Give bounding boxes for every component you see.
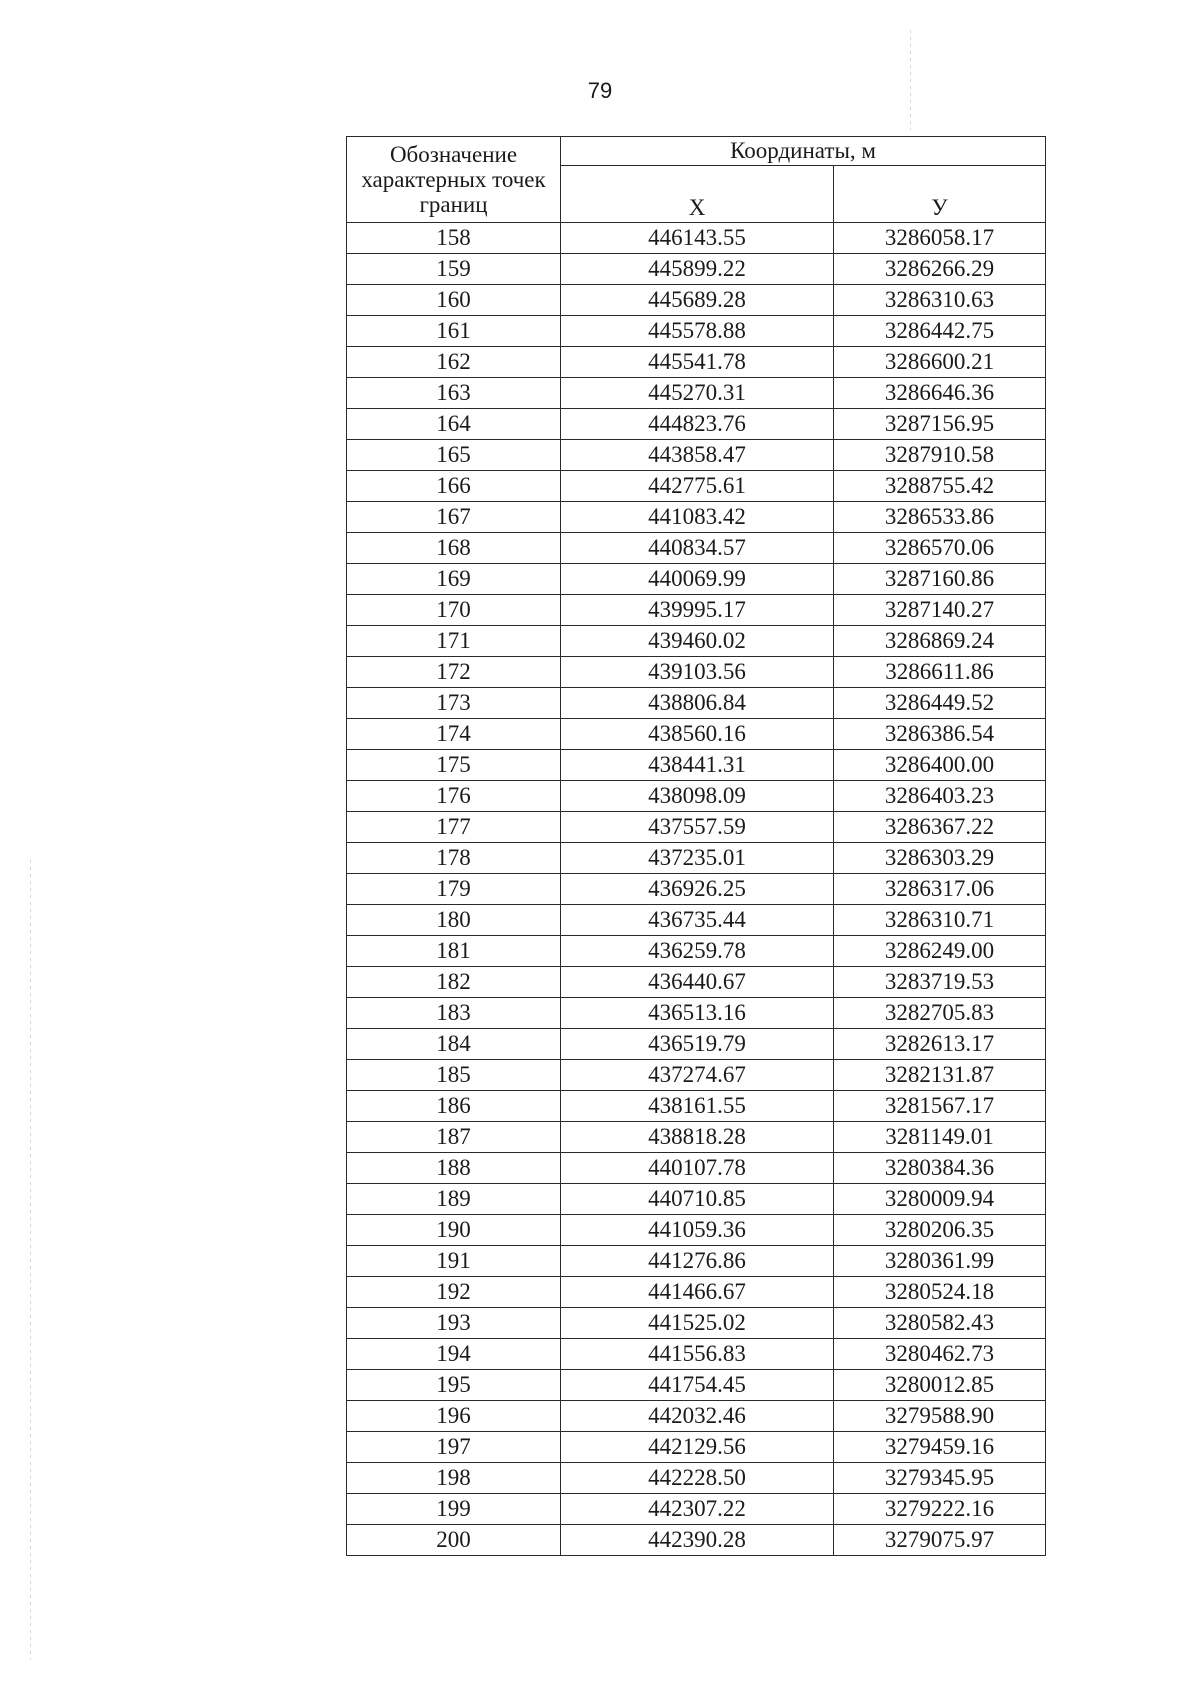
point-cell: 160 [347, 285, 561, 316]
y-coordinate-cell: 3286570.06 [834, 533, 1046, 564]
table-row [347, 1432, 1046, 1463]
point-cell: 190 [347, 1215, 561, 1246]
y-coordinate-cell: 3286317.06 [834, 874, 1046, 905]
point-cell: 179 [347, 874, 561, 905]
point-cell: 195 [347, 1370, 561, 1401]
x-coordinate-cell: 439995.17 [561, 595, 834, 626]
y-coordinate-cell: 3282705.83 [834, 998, 1046, 1029]
y-coordinate-cell: 3286367.22 [834, 812, 1046, 843]
x-coordinate-cell: 440107.78 [561, 1153, 834, 1184]
table-row [347, 316, 1046, 347]
y-coordinate-cell: 3286400.00 [834, 750, 1046, 781]
y-coordinate-cell: 3280012.85 [834, 1370, 1046, 1401]
y-coordinate-cell: 3282613.17 [834, 1029, 1046, 1060]
point-cell: 181 [347, 936, 561, 967]
point-cell: 167 [347, 502, 561, 533]
table-row [347, 1370, 1046, 1401]
point-cell: 169 [347, 564, 561, 595]
table-row [347, 1401, 1046, 1432]
table-row [347, 502, 1046, 533]
x-coordinate-cell: 445578.88 [561, 316, 834, 347]
x-coordinate-cell: 436513.16 [561, 998, 834, 1029]
table-row [347, 719, 1046, 750]
table-row [347, 1122, 1046, 1153]
x-coordinate-cell: 441083.42 [561, 502, 834, 533]
x-coordinate-cell: 441276.86 [561, 1246, 834, 1277]
point-cell: 192 [347, 1277, 561, 1308]
x-coordinate-cell: 440710.85 [561, 1184, 834, 1215]
point-cell: 180 [347, 905, 561, 936]
point-cell: 177 [347, 812, 561, 843]
y-coordinate-cell: 3286310.71 [834, 905, 1046, 936]
table-row [347, 967, 1046, 998]
scan-artifact-line [910, 30, 911, 130]
table-row [347, 998, 1046, 1029]
point-cell: 183 [347, 998, 561, 1029]
y-coordinate-cell: 3287156.95 [834, 409, 1046, 440]
point-cell: 174 [347, 719, 561, 750]
header-x-label: Х [561, 166, 834, 223]
point-cell: 171 [347, 626, 561, 657]
y-coordinate-cell: 3280462.73 [834, 1339, 1046, 1370]
point-cell: 158 [347, 223, 561, 254]
point-cell: 170 [347, 595, 561, 626]
x-coordinate-cell: 442032.46 [561, 1401, 834, 1432]
x-coordinate-cell: 436259.78 [561, 936, 834, 967]
table-row [347, 254, 1046, 285]
x-coordinate-cell: 442775.61 [561, 471, 834, 502]
point-cell: 168 [347, 533, 561, 564]
table-row [347, 1184, 1046, 1215]
x-coordinate-cell: 441466.67 [561, 1277, 834, 1308]
point-cell: 196 [347, 1401, 561, 1432]
point-cell: 175 [347, 750, 561, 781]
y-coordinate-cell: 3286310.63 [834, 285, 1046, 316]
table-row [347, 347, 1046, 378]
x-coordinate-cell: 438806.84 [561, 688, 834, 719]
y-coordinate-cell: 3286600.21 [834, 347, 1046, 378]
x-coordinate-cell: 441754.45 [561, 1370, 834, 1401]
x-coordinate-cell: 436440.67 [561, 967, 834, 998]
table-body [347, 223, 1046, 1556]
table-row [347, 1525, 1046, 1556]
y-coordinate-cell: 3280206.35 [834, 1215, 1046, 1246]
point-cell: 193 [347, 1308, 561, 1339]
x-coordinate-cell: 437557.59 [561, 812, 834, 843]
y-coordinate-cell: 3283719.53 [834, 967, 1046, 998]
y-coordinate-cell: 3279588.90 [834, 1401, 1046, 1432]
scan-artifact-line [30, 860, 31, 1660]
table-row [347, 378, 1046, 409]
y-coordinate-cell: 3281567.17 [834, 1091, 1046, 1122]
table-row [347, 223, 1046, 254]
table-row [347, 1494, 1046, 1525]
x-coordinate-cell: 445541.78 [561, 347, 834, 378]
x-coordinate-cell: 438818.28 [561, 1122, 834, 1153]
x-coordinate-cell: 440834.57 [561, 533, 834, 564]
y-coordinate-cell: 3286611.86 [834, 657, 1046, 688]
x-coordinate-cell: 445689.28 [561, 285, 834, 316]
table-row [347, 750, 1046, 781]
table-row [347, 874, 1046, 905]
y-coordinate-cell: 3280361.99 [834, 1246, 1046, 1277]
table-row [347, 1029, 1046, 1060]
table-row [347, 1463, 1046, 1494]
x-coordinate-cell: 440069.99 [561, 564, 834, 595]
y-coordinate-cell: 3280582.43 [834, 1308, 1046, 1339]
point-cell: 187 [347, 1122, 561, 1153]
y-coordinate-cell: 3280524.18 [834, 1277, 1046, 1308]
y-coordinate-cell: 3286249.00 [834, 936, 1046, 967]
table-row [347, 812, 1046, 843]
table-row [347, 409, 1046, 440]
point-cell: 176 [347, 781, 561, 812]
point-cell: 184 [347, 1029, 561, 1060]
x-coordinate-cell: 438441.31 [561, 750, 834, 781]
coordinates-table [346, 136, 1046, 1556]
y-coordinate-cell: 3286386.54 [834, 719, 1046, 750]
point-cell: 178 [347, 843, 561, 874]
table-row [347, 1308, 1046, 1339]
x-coordinate-cell: 436735.44 [561, 905, 834, 936]
point-cell: 199 [347, 1494, 561, 1525]
header-coordinates-label: Координаты, м [561, 137, 1046, 166]
header-point-label: Обозначение характерных точек границ [347, 137, 561, 223]
point-cell: 162 [347, 347, 561, 378]
point-cell: 198 [347, 1463, 561, 1494]
table-row [347, 936, 1046, 967]
y-coordinate-cell: 3279222.16 [834, 1494, 1046, 1525]
x-coordinate-cell: 436519.79 [561, 1029, 834, 1060]
y-coordinate-cell: 3280384.36 [834, 1153, 1046, 1184]
table-row [347, 1339, 1046, 1370]
point-cell: 163 [347, 378, 561, 409]
y-coordinate-cell: 3279075.97 [834, 1525, 1046, 1556]
x-coordinate-cell: 444823.76 [561, 409, 834, 440]
y-coordinate-cell: 3282131.87 [834, 1060, 1046, 1091]
y-coordinate-cell: 3286646.36 [834, 378, 1046, 409]
page-number: 79 [587, 78, 613, 103]
point-cell: 194 [347, 1339, 561, 1370]
y-coordinate-cell: 3279459.16 [834, 1432, 1046, 1463]
table-row [347, 688, 1046, 719]
x-coordinate-cell: 445899.22 [561, 254, 834, 285]
y-coordinate-cell: 3281149.01 [834, 1122, 1046, 1153]
y-coordinate-cell: 3286058.17 [834, 223, 1046, 254]
y-coordinate-cell: 3286303.29 [834, 843, 1046, 874]
point-cell: 164 [347, 409, 561, 440]
y-coordinate-cell: 3286449.52 [834, 688, 1046, 719]
x-coordinate-cell: 445270.31 [561, 378, 834, 409]
y-coordinate-cell: 3286533.86 [834, 502, 1046, 533]
y-coordinate-cell: 3288755.42 [834, 471, 1046, 502]
x-coordinate-cell: 441059.36 [561, 1215, 834, 1246]
x-coordinate-cell: 437274.67 [561, 1060, 834, 1091]
point-cell: 185 [347, 1060, 561, 1091]
table-row [347, 657, 1046, 688]
point-cell: 159 [347, 254, 561, 285]
x-coordinate-cell: 441556.83 [561, 1339, 834, 1370]
point-cell: 197 [347, 1432, 561, 1463]
x-coordinate-cell: 436926.25 [561, 874, 834, 905]
y-coordinate-cell: 3287160.86 [834, 564, 1046, 595]
table-row [347, 905, 1046, 936]
table-row [347, 1246, 1046, 1277]
x-coordinate-cell: 439103.56 [561, 657, 834, 688]
point-cell: 188 [347, 1153, 561, 1184]
x-coordinate-cell: 442228.50 [561, 1463, 834, 1494]
y-coordinate-cell: 3286266.29 [834, 254, 1046, 285]
x-coordinate-cell: 438560.16 [561, 719, 834, 750]
x-coordinate-cell: 443858.47 [561, 440, 834, 471]
x-coordinate-cell: 442129.56 [561, 1432, 834, 1463]
table-row [347, 440, 1046, 471]
y-coordinate-cell: 3286442.75 [834, 316, 1046, 347]
point-cell: 172 [347, 657, 561, 688]
y-coordinate-cell: 3279345.95 [834, 1463, 1046, 1494]
y-coordinate-cell: 3286869.24 [834, 626, 1046, 657]
point-cell: 166 [347, 471, 561, 502]
y-coordinate-cell: 3287910.58 [834, 440, 1046, 471]
header-row-top [347, 137, 1046, 166]
table-row [347, 1060, 1046, 1091]
point-cell: 161 [347, 316, 561, 347]
point-cell: 186 [347, 1091, 561, 1122]
table-row [347, 1277, 1046, 1308]
x-coordinate-cell: 438098.09 [561, 781, 834, 812]
point-cell: 191 [347, 1246, 561, 1277]
point-cell: 189 [347, 1184, 561, 1215]
x-coordinate-cell: 441525.02 [561, 1308, 834, 1339]
point-cell: 173 [347, 688, 561, 719]
table-row [347, 781, 1046, 812]
table-row [347, 471, 1046, 502]
point-cell: 200 [347, 1525, 561, 1556]
x-coordinate-cell: 446143.55 [561, 223, 834, 254]
x-coordinate-cell: 437235.01 [561, 843, 834, 874]
table-row [347, 595, 1046, 626]
table-row [347, 1091, 1046, 1122]
x-coordinate-cell: 442390.28 [561, 1525, 834, 1556]
table-row [347, 1153, 1046, 1184]
header-y-label: У [834, 166, 1046, 223]
table-row [347, 843, 1046, 874]
y-coordinate-cell: 3286403.23 [834, 781, 1046, 812]
x-coordinate-cell: 439460.02 [561, 626, 834, 657]
x-coordinate-cell: 442307.22 [561, 1494, 834, 1525]
table-row [347, 564, 1046, 595]
table-row [347, 533, 1046, 564]
point-cell: 165 [347, 440, 561, 471]
x-coordinate-cell: 438161.55 [561, 1091, 834, 1122]
y-coordinate-cell: 3287140.27 [834, 595, 1046, 626]
table-row [347, 626, 1046, 657]
point-cell: 182 [347, 967, 561, 998]
table-row [347, 285, 1046, 316]
table-row [347, 1215, 1046, 1246]
y-coordinate-cell: 3280009.94 [834, 1184, 1046, 1215]
